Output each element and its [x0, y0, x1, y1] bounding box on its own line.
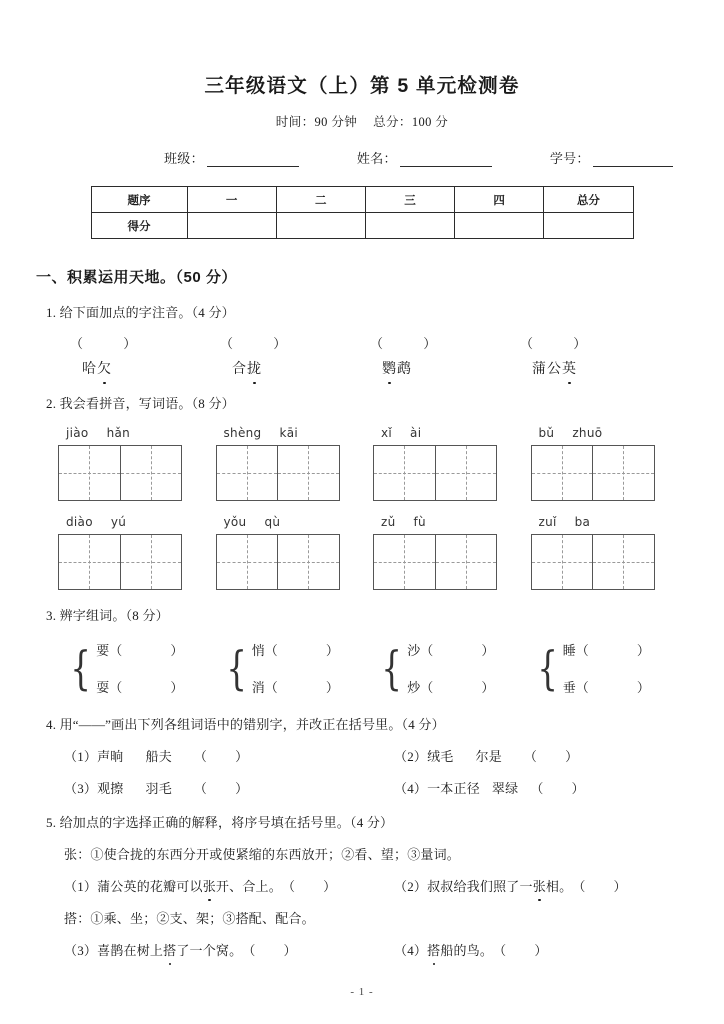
q1-dotted-char: 欠: [97, 358, 112, 378]
page-number: - 1 -: [350, 986, 374, 998]
q4-word-1[interactable]: 绒毛: [427, 749, 454, 764]
q1-word: [214, 358, 364, 378]
q1-word-pre: 哈: [82, 362, 97, 377]
q3-char-group: [66, 637, 222, 699]
q5-answer-paren[interactable]: （ ）: [572, 879, 627, 894]
q5-item: [394, 940, 688, 959]
q4-item: [394, 746, 688, 765]
q2-word-group: [373, 426, 531, 501]
q3-item-list: [252, 640, 339, 696]
q2-pinyin: [531, 426, 689, 440]
q5-item-number: （2）: [394, 879, 428, 894]
q5-dotted-char: 张: [203, 876, 216, 895]
q2-pinyin: [216, 515, 374, 529]
pinyin-2: qù: [264, 515, 281, 529]
q5-answer-paren[interactable]: （ ）: [493, 943, 548, 958]
q5-item: [64, 876, 394, 895]
q5-item: [64, 940, 394, 959]
question-2-prompt: 2. 我会看拼音，写词语。（8 分）: [46, 396, 235, 411]
tianzige-cell[interactable]: [532, 535, 593, 589]
name-blank[interactable]: [400, 154, 492, 167]
q2-word-group: [58, 426, 216, 501]
q4-row-1: [36, 746, 688, 765]
q3-item-list: [563, 640, 650, 696]
score-cell-3[interactable]: [455, 213, 544, 239]
q5-definition-2: 搭：①乘、坐；②支、架；③搭配、配合。: [64, 911, 315, 926]
q2-word-group: [531, 426, 689, 501]
question-1-items: [36, 333, 688, 378]
question-3-prompt: 3. 辨字组词。（8 分）: [46, 608, 169, 623]
q2-pinyin: [531, 515, 689, 529]
q1-dotted-char: 拢: [247, 358, 262, 378]
pinyin-1: bǔ: [538, 426, 555, 440]
q3-item-list: [96, 640, 183, 696]
q5-item-number: （1）: [64, 879, 98, 894]
q5-answer-paren[interactable]: （ ）: [281, 879, 337, 894]
q3-item[interactable]: 沙（ ）: [407, 643, 495, 658]
q5-answer-paren[interactable]: （ ）: [242, 943, 297, 958]
q3-char: 耍: [96, 680, 110, 695]
q4-item: [394, 778, 688, 797]
q3-char: 炒: [407, 680, 421, 695]
pinyin-1: diào: [66, 515, 93, 529]
exam-time: 时间：90 分钟: [275, 115, 358, 129]
q2-pinyin: [58, 426, 216, 440]
q4-item-number: （4）: [394, 781, 428, 796]
q2-row-2: [36, 515, 688, 590]
brace-icon: {: [70, 641, 91, 695]
q1-answer-paren[interactable]: （ ）: [220, 336, 287, 351]
q1-word-post: 鹉: [397, 362, 412, 377]
class-label: 班级：: [164, 151, 204, 166]
q4-word-2[interactable]: 翠绿: [491, 781, 519, 796]
exam-total-score: 总分：100 分: [373, 115, 449, 129]
pinyin-1: xǐ: [381, 426, 393, 440]
brace-icon: {: [225, 641, 247, 695]
score-cell-4[interactable]: [544, 213, 633, 239]
q1-item: [364, 333, 514, 378]
name-field[interactable]: [357, 148, 492, 167]
q3-char: 垂: [562, 680, 576, 695]
q3-item[interactable]: 要（ ）: [96, 643, 184, 658]
tianzige-cell[interactable]: [374, 535, 435, 589]
pinyin-1: jiào: [66, 426, 89, 440]
q3-item[interactable]: 消（ ）: [251, 680, 339, 695]
q3-item[interactable]: 睡（ ）: [562, 643, 650, 658]
question-4-prompt: 4. 用“——”画出下列各组词语中的错别字，并改正在括号里。（4 分）: [46, 717, 445, 732]
section-title-1: 一、积累运用天地。（50 分）: [36, 269, 237, 286]
tianzige-box[interactable]: [531, 445, 655, 501]
q1-item: [214, 333, 364, 378]
pinyin-1: shèng: [223, 426, 262, 440]
score-table-col-2: 三: [365, 187, 454, 213]
q5-sentence-post: 相。: [545, 879, 573, 894]
q4-answer-paren[interactable]: （ ）: [193, 781, 249, 796]
q5-dotted-char: 搭: [163, 940, 176, 959]
q1-word: [364, 358, 514, 378]
tianzige-cell[interactable]: [374, 446, 435, 500]
q5-sentence-post: 船的鸟。: [440, 943, 494, 958]
page-title: 三年级语文（上）第 5 单元检测卷: [204, 75, 520, 97]
q1-word: [64, 358, 214, 378]
tianzige-cell[interactable]: [59, 535, 120, 589]
q3-char: 消: [251, 680, 265, 695]
tianzige-box[interactable]: [58, 534, 182, 590]
score-table: [91, 186, 634, 239]
q1-dotted-char: 英: [562, 358, 577, 378]
pinyin-2: fù: [413, 515, 426, 529]
q3-char-group: [222, 637, 378, 699]
q4-word-2[interactable]: 船夫: [145, 749, 172, 764]
name-label: 姓名：: [356, 151, 397, 166]
score-cell-2[interactable]: [365, 213, 454, 239]
pinyin-2: yú: [110, 515, 127, 529]
q1-word: [514, 358, 664, 378]
q1-answer-paren[interactable]: （ ）: [370, 336, 437, 351]
q5-row-2: [36, 940, 688, 959]
score-table-header-row: [91, 187, 633, 213]
q2-word-group: [216, 426, 374, 501]
q2-word-group: [58, 515, 216, 590]
q4-word-2[interactable]: 羽毛: [145, 781, 172, 796]
q5-item-number: （3）: [64, 943, 98, 958]
score-cell-1[interactable]: [276, 213, 365, 239]
q4-row-2: [36, 778, 688, 797]
q3-char-group: [533, 637, 689, 699]
tianzige-box[interactable]: [58, 445, 182, 501]
brace-icon: {: [381, 641, 402, 695]
q2-word-group: [531, 515, 689, 590]
q4-item: [64, 778, 394, 797]
tianzige-box[interactable]: [216, 445, 340, 501]
q1-item: [514, 333, 664, 378]
q4-answer-paren[interactable]: （ ）: [530, 781, 585, 796]
q3-item-list: [407, 640, 494, 696]
score-table-score-row: [91, 213, 633, 239]
q3-item[interactable]: 垂（ ）: [562, 680, 650, 695]
score-table-row-label-0: 题序: [91, 187, 187, 213]
q3-item[interactable]: 悄（ ）: [251, 643, 339, 658]
q5-sentence-post: 了一个窝。: [176, 943, 243, 958]
class-field[interactable]: [164, 148, 299, 167]
q5-dotted-char: 张: [533, 876, 546, 895]
q4-item-number: （2）: [394, 749, 428, 764]
pinyin-1: zǔ: [381, 515, 396, 529]
student-id-blank[interactable]: [593, 154, 673, 167]
tianzige-cell[interactable]: [435, 535, 497, 589]
tianzige-box[interactable]: [216, 534, 340, 590]
tianzige-cell[interactable]: [592, 535, 654, 589]
q4-word-2[interactable]: 尔是: [475, 749, 502, 764]
q5-sentence-post: 开、合上。: [215, 879, 282, 894]
q5-row-1: [36, 876, 688, 895]
q1-answer-paren[interactable]: （ ）: [70, 336, 137, 351]
q3-char: 睡: [562, 643, 576, 658]
q1-item: [64, 333, 214, 378]
q3-char: 悄: [251, 643, 265, 658]
score-cell-0[interactable]: [187, 213, 276, 239]
tianzige-cell[interactable]: [277, 535, 339, 589]
tianzige-cell[interactable]: [59, 446, 120, 500]
q2-pinyin: [216, 426, 374, 440]
q4-item-number: （3）: [64, 781, 98, 796]
q2-pinyin: [58, 515, 216, 529]
q5-definition-1: 张：①使合拢的东西分开或使紧缩的东西放开；②看、望；③量词。: [64, 847, 461, 862]
tianzige-cell[interactable]: [435, 446, 497, 500]
q5-sentence-pre: 喜鹊在树上: [97, 943, 164, 958]
pinyin-2: ba: [574, 515, 591, 529]
tianzige-box[interactable]: [373, 534, 497, 590]
tianzige-cell[interactable]: [277, 446, 339, 500]
q3-char-group: [377, 637, 533, 699]
question-1-prompt: 1. 给下面加点的字注音。（4 分）: [46, 305, 235, 320]
pinyin-2: zhuō: [572, 426, 603, 440]
q3-char: 要: [96, 643, 110, 658]
q3-item[interactable]: 耍（ ）: [96, 680, 184, 695]
score-table-col-1: 二: [276, 187, 365, 213]
tianzige-cell[interactable]: [217, 446, 278, 500]
q5-sentence-pre: 蒲公英的花瓣可以: [97, 879, 203, 894]
tianzige-cell[interactable]: [217, 535, 278, 589]
q5-dotted-char: 搭: [427, 940, 440, 959]
student-id-label: 学号：: [549, 151, 590, 166]
q2-pinyin: [373, 515, 531, 529]
q4-answer-paren[interactable]: （ ）: [193, 749, 249, 764]
q1-word-pre: 合: [232, 362, 247, 377]
q2-word-group: [373, 515, 531, 590]
tianzige-cell[interactable]: [120, 535, 182, 589]
q4-answer-paren[interactable]: （ ）: [523, 749, 579, 764]
q4-word-1[interactable]: 声晌: [97, 749, 124, 764]
q4-item-number: （1）: [64, 749, 98, 764]
tianzige-cell[interactable]: [592, 446, 654, 500]
q2-word-group: [216, 515, 374, 590]
q3-char: 沙: [407, 643, 421, 658]
q5-item: [394, 876, 688, 895]
q4-word-1[interactable]: 观擦: [97, 781, 124, 796]
q3-item[interactable]: 炒（ ）: [407, 680, 495, 695]
q1-dotted-char: 鹦: [382, 358, 397, 378]
tianzige-cell[interactable]: [120, 446, 182, 500]
tianzige-box[interactable]: [531, 534, 655, 590]
q5-sentence-pre: 叔叔给我们照了一: [427, 879, 533, 894]
tianzige-box[interactable]: [373, 445, 497, 501]
pinyin-2: hǎn: [106, 426, 131, 440]
q5-item-number: （4）: [394, 943, 428, 958]
class-blank[interactable]: [207, 154, 299, 167]
score-table-col-0: 一: [187, 187, 276, 213]
score-table-col-3: 四: [455, 187, 544, 213]
q3-groups: [36, 637, 688, 699]
score-table-row-label-1: 得分: [91, 213, 187, 239]
q4-word-1[interactable]: 一本正径: [427, 781, 480, 796]
q4-item: [64, 746, 394, 765]
pinyin-1: yǒu: [223, 515, 247, 529]
student-info-row: [36, 148, 688, 167]
pinyin-2: kāi: [279, 426, 299, 440]
q2-row-1: [36, 426, 688, 501]
pinyin-1: zuǐ: [538, 515, 557, 529]
q2-pinyin: [373, 426, 531, 440]
exam-meta: [36, 112, 688, 130]
q1-answer-paren[interactable]: （ ）: [520, 336, 587, 351]
tianzige-cell[interactable]: [532, 446, 593, 500]
q1-word-pre: 蒲公: [532, 362, 562, 377]
pinyin-2: ài: [410, 426, 422, 440]
question-5-prompt: 5. 给加点的字选择正确的解释，将序号填在括号里。（4 分）: [46, 815, 394, 830]
brace-icon: {: [536, 641, 558, 695]
score-table-col-4: 总分: [544, 187, 633, 213]
student-id-field[interactable]: [550, 148, 673, 167]
